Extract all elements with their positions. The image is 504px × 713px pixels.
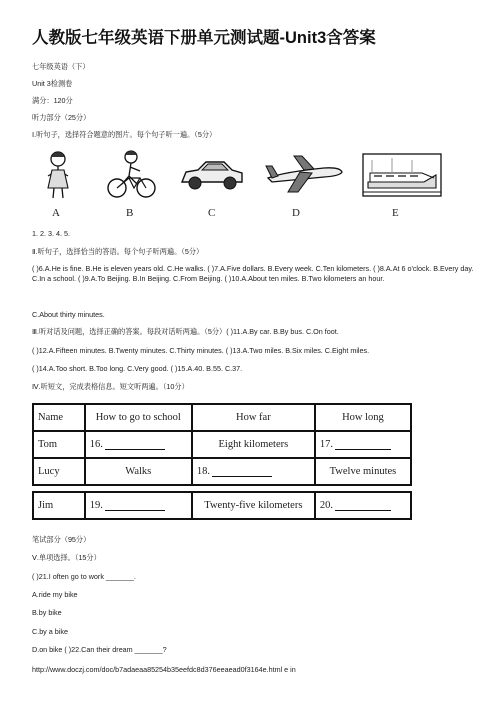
answer-blank[interactable] [105,500,165,511]
question-22: D.on bike ( )22.Can their dream _______? [32,645,167,654]
header-line-listening: 听力部分（25分） [32,113,91,122]
table-cell [315,431,411,458]
page-title: 人教版七年级英语下册单元测试题-Unit3含答案 [32,29,376,47]
header-line-grade: 七年级英语（下） [32,62,90,71]
section2-tail: C.About thirty minutes. [32,310,105,319]
section1-heading: Ⅰ.听句子，选择符合题意的图片。每个句子听一遍。（5分） [32,130,217,139]
info-table [32,403,412,520]
girl-icon [32,148,84,200]
table-header-cell: How to go to school [85,404,192,431]
table-cell: Tom [33,431,85,458]
header-line-score: 满分：120分 [32,96,73,105]
table-cell [315,492,411,519]
table-header-row [33,404,411,431]
table-cell: Eight kilometers [192,431,315,458]
table-gap [33,485,411,492]
pic-label-e: E [392,207,399,219]
section2-heading: Ⅱ.听句子，选择恰当的答语。每个句子听两遍。（5分） [32,247,204,256]
option-c: C.by a bike [32,627,68,636]
footer-url[interactable]: http://www.doczj.com/doc/b7adaeaa85254b35eefdc8d376eeaead0f3164e.html e in [32,665,296,674]
table-cell [85,431,192,458]
table-header-cell: How far [192,404,315,431]
table-cell [85,492,192,519]
table-cell: Twenty-five kilometers [192,492,315,519]
option-a: A.ride my bike [32,590,78,599]
section2-questions: ( )6.A.He is fine. B.He is eleven years old. C.He walks. ( )7.A.Five dollars. B.Every week. C.Ten kilometers. ( )8.A.At 6 o'clock. B.Every day. C.In a school. ( )9.A.To Beijing. B.In Beijing. C.From Beijing. ( )10.A.About ten miles. B.Two kilometers an hour. [32,264,474,283]
car-icon [178,148,246,200]
blank-number: 20. [319,500,333,511]
answer-blank[interactable] [105,439,165,450]
section3-line3: ( )14.A.Too short. B.Too long. C.Very good. ( )15.A.40. B.55. C.37. [32,364,243,373]
written-heading: 笔试部分（95分） [32,535,91,544]
blank-number: 16. [89,439,103,450]
pic-label-a: A [52,207,60,219]
table-header-cell: Name [33,404,85,431]
airplane-icon [264,148,346,200]
table-row [33,492,411,519]
table-row [33,431,411,458]
table-cell [192,458,315,485]
picture-row [32,148,478,223]
blank-number: 18. [196,466,210,477]
table-cell: Twelve minutes [315,458,411,485]
child-bike-icon [104,148,158,200]
blank-number: 19. [89,500,103,511]
header-line-unit: Unit 3检测卷 [32,79,73,88]
table-row [33,458,411,485]
section1-answers: 1. 2. 3. 4. 5. [32,229,70,238]
pic-label-d: D [292,207,300,219]
section3-heading: Ⅲ.听对话及问题，选择正确的答案。每段对话听两遍。（5分）( )11.A.By car. B.By bus. C.On foot. [32,327,339,336]
table-header-cell: How long [315,404,411,431]
answer-blank[interactable] [212,466,272,477]
table-cell: Lucy [33,458,85,485]
option-b: B.by bike [32,608,62,617]
table-cell: Jim [33,492,85,519]
train-icon [362,148,442,200]
answer-blank[interactable] [335,500,391,511]
section5-heading: Ⅴ.单项选择。（15分） [32,553,101,562]
table-cell: Walks [85,458,192,485]
section4-heading: Ⅳ.听短文，完成表格信息。短文听两遍。（10分） [32,382,189,391]
pic-label-c: C [208,207,216,219]
blank-number: 17. [319,439,333,450]
section3-line2: ( )12.A.Fifteen minutes. B.Twenty minutes. C.Thirty minutes. ( )13.A.Two miles. B.Six miles. C.Eight miles. [32,346,370,355]
answer-blank[interactable] [335,439,391,450]
pic-label-b: B [126,207,134,219]
question-21: ( )21.I often go to work _______. [32,572,136,581]
